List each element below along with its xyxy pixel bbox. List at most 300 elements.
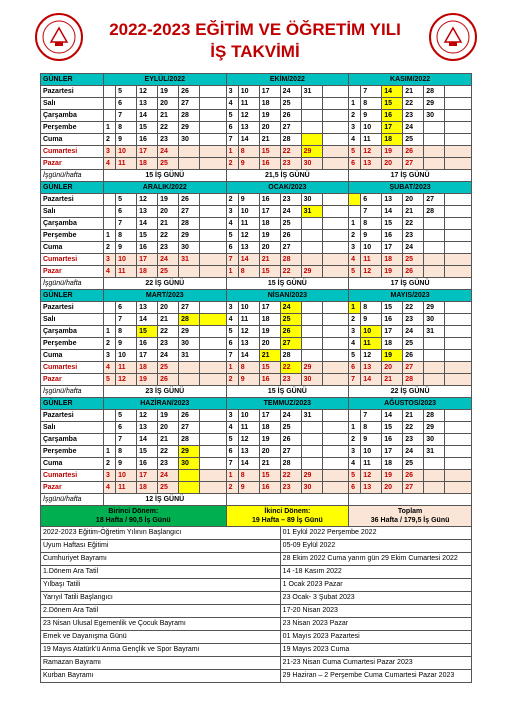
date-cell: 16 xyxy=(259,194,280,206)
date-cell: 13 xyxy=(137,302,158,314)
month-name: HAZİRAN/2023 xyxy=(103,398,226,410)
date-cell: 30 xyxy=(301,158,322,170)
date-cell: 18 xyxy=(259,218,280,230)
month-name: MART/2023 xyxy=(103,290,226,302)
event-date: 14 -18 Kasım 2022 xyxy=(280,566,471,579)
date-cell: 25 xyxy=(158,482,179,494)
date-cell: 24 xyxy=(403,242,424,254)
date-cell: 4 xyxy=(349,458,361,470)
date-cell xyxy=(179,266,200,278)
date-cell xyxy=(200,158,227,170)
date-cell: 30 xyxy=(301,374,322,386)
date-cell: 6 xyxy=(116,206,137,218)
date-cell: 1 xyxy=(226,362,238,374)
date-cell: 20 xyxy=(158,98,179,110)
date-cell: 18 xyxy=(137,266,158,278)
date-cell: 10 xyxy=(361,122,382,134)
date-cell: 16 xyxy=(382,110,403,122)
date-cell xyxy=(200,350,227,362)
date-cell xyxy=(301,254,322,266)
date-cell: 4 xyxy=(349,338,361,350)
date-cell: 6 xyxy=(116,422,137,434)
date-cell: 1 xyxy=(349,302,361,314)
event-date: 28 Ekim 2022 Cuma yarım gün 29 Ekim Cumartesi 2022 xyxy=(280,553,471,566)
date-cell: 9 xyxy=(238,482,259,494)
date-cell: 21 xyxy=(382,374,403,386)
date-cell: 8 xyxy=(116,446,137,458)
date-cell: 2 xyxy=(103,242,115,254)
event-row xyxy=(41,527,472,540)
date-cell: 31 xyxy=(301,410,322,422)
date-cell: 1 xyxy=(226,470,238,482)
day-row xyxy=(41,458,472,470)
date-cell: 9 xyxy=(116,458,137,470)
date-cell xyxy=(103,302,115,314)
date-cell: 16 xyxy=(259,374,280,386)
date-cell: 1 xyxy=(349,98,361,110)
date-cell: 29 xyxy=(424,302,445,314)
day-name: Çarşamba xyxy=(41,326,104,338)
date-cell: 30 xyxy=(179,242,200,254)
days-header: GÜNLER xyxy=(41,290,104,302)
date-cell: 18 xyxy=(382,254,403,266)
day-row xyxy=(41,110,472,122)
date-cell: 2 xyxy=(226,482,238,494)
date-cell: 17 xyxy=(382,446,403,458)
date-cell xyxy=(322,254,349,266)
date-cell xyxy=(424,122,445,134)
date-cell: 3 xyxy=(226,86,238,98)
event-row xyxy=(41,657,472,670)
date-cell xyxy=(200,362,227,374)
date-cell xyxy=(200,434,227,446)
date-cell: 13 xyxy=(238,338,259,350)
date-cell: 4 xyxy=(103,362,115,374)
date-cell: 2 xyxy=(226,374,238,386)
date-cell xyxy=(445,350,472,362)
date-cell xyxy=(424,458,445,470)
month-name: ARALIK/2022 xyxy=(103,182,226,194)
date-cell: 12 xyxy=(116,374,137,386)
date-cell: 14 xyxy=(137,218,158,230)
date-cell: 2 xyxy=(349,434,361,446)
date-cell: 6 xyxy=(361,194,382,206)
date-cell: 2 xyxy=(226,194,238,206)
date-cell: 23 xyxy=(403,314,424,326)
date-cell: 31 xyxy=(179,350,200,362)
day-row xyxy=(41,302,472,314)
date-cell xyxy=(445,254,472,266)
date-cell xyxy=(200,266,227,278)
date-cell: 7 xyxy=(226,458,238,470)
day-name: Cumartesi xyxy=(41,362,104,374)
date-cell: 7 xyxy=(116,314,137,326)
date-cell xyxy=(424,134,445,146)
date-cell: 26 xyxy=(280,434,301,446)
date-cell: 21 xyxy=(403,206,424,218)
date-cell xyxy=(200,110,227,122)
date-cell: 4 xyxy=(349,254,361,266)
date-cell: 22 xyxy=(403,98,424,110)
date-cell xyxy=(424,218,445,230)
date-cell: 3 xyxy=(349,242,361,254)
summary-row xyxy=(41,506,472,527)
date-cell: 4 xyxy=(103,482,115,494)
date-cell xyxy=(103,410,115,422)
date-cell: 28 xyxy=(179,314,200,326)
date-cell: 21 xyxy=(403,410,424,422)
date-cell xyxy=(301,434,322,446)
date-cell: 16 xyxy=(137,242,158,254)
calendar-table xyxy=(40,73,472,683)
month-name: OCAK/2023 xyxy=(226,182,349,194)
day-name: Pazartesi xyxy=(41,86,104,98)
workdays-total: 21,5 İŞ GÜNÜ xyxy=(226,170,349,182)
date-cell: 25 xyxy=(280,218,301,230)
date-cell xyxy=(424,470,445,482)
date-cell: 11 xyxy=(238,98,259,110)
month-header-row xyxy=(41,290,472,302)
workdays-total xyxy=(226,494,349,506)
date-cell: 5 xyxy=(116,194,137,206)
date-cell: 30 xyxy=(179,134,200,146)
workdays-total xyxy=(349,494,472,506)
date-cell: 16 xyxy=(137,134,158,146)
date-cell: 12 xyxy=(361,146,382,158)
date-cell xyxy=(424,482,445,494)
date-cell: 22 xyxy=(280,146,301,158)
date-cell: 14 xyxy=(361,374,382,386)
date-cell: 28 xyxy=(280,458,301,470)
date-cell: 27 xyxy=(424,194,445,206)
date-cell xyxy=(200,410,227,422)
date-cell: 14 xyxy=(382,410,403,422)
date-cell: 18 xyxy=(259,98,280,110)
date-cell: 31 xyxy=(424,326,445,338)
date-cell: 4 xyxy=(226,218,238,230)
date-cell xyxy=(445,362,472,374)
event-name: Uyum Haftası Eğitimi xyxy=(41,540,281,553)
date-cell xyxy=(200,326,227,338)
date-cell: 16 xyxy=(137,458,158,470)
date-cell: 17 xyxy=(137,470,158,482)
date-cell: 3 xyxy=(103,470,115,482)
date-cell: 20 xyxy=(158,422,179,434)
date-cell: 30 xyxy=(179,458,200,470)
date-cell xyxy=(200,206,227,218)
date-cell: 30 xyxy=(301,194,322,206)
day-row xyxy=(41,470,472,482)
date-cell xyxy=(445,242,472,254)
day-name: Pazartesi xyxy=(41,410,104,422)
date-cell: 20 xyxy=(259,338,280,350)
date-cell: 18 xyxy=(137,482,158,494)
date-cell xyxy=(200,338,227,350)
summary-second-value: 19 Hafta – 89 İş Günü xyxy=(251,517,323,524)
date-cell: 17 xyxy=(382,122,403,134)
date-cell: 23 xyxy=(158,242,179,254)
date-cell: 24 xyxy=(158,254,179,266)
date-cell xyxy=(200,422,227,434)
date-cell: 23 xyxy=(280,158,301,170)
date-cell: 29 xyxy=(424,98,445,110)
date-cell: 21 xyxy=(158,110,179,122)
date-cell: 20 xyxy=(259,122,280,134)
date-cell: 30 xyxy=(424,314,445,326)
day-row xyxy=(41,254,472,266)
date-cell xyxy=(322,86,349,98)
date-cell xyxy=(200,254,227,266)
date-cell: 25 xyxy=(158,158,179,170)
event-date: 01 Eylül 2022 Perşembe 2022 xyxy=(280,527,471,540)
workdays-label: İşgünü/hafta xyxy=(41,494,104,506)
date-cell: 18 xyxy=(137,158,158,170)
date-cell: 25 xyxy=(403,338,424,350)
date-cell: 21 xyxy=(158,314,179,326)
date-cell: 6 xyxy=(116,302,137,314)
date-cell: 29 xyxy=(301,470,322,482)
date-cell: 14 xyxy=(238,458,259,470)
date-cell: 15 xyxy=(259,362,280,374)
day-row xyxy=(41,266,472,278)
event-name: Cumhuriyet Bayramı xyxy=(41,553,281,566)
date-cell: 2 xyxy=(103,338,115,350)
date-cell xyxy=(322,242,349,254)
date-cell: 7 xyxy=(226,350,238,362)
date-cell: 29 xyxy=(179,122,200,134)
date-cell: 28 xyxy=(424,410,445,422)
day-row xyxy=(41,122,472,134)
date-cell: 10 xyxy=(116,146,137,158)
day-name: Cuma xyxy=(41,134,104,146)
date-cell xyxy=(445,134,472,146)
date-cell xyxy=(322,314,349,326)
day-name: Cuma xyxy=(41,458,104,470)
day-name: Cumartesi xyxy=(41,470,104,482)
date-cell xyxy=(322,146,349,158)
date-cell: 5 xyxy=(349,266,361,278)
date-cell: 25 xyxy=(158,362,179,374)
date-cell: 13 xyxy=(238,122,259,134)
date-cell: 2 xyxy=(349,314,361,326)
date-cell: 28 xyxy=(179,218,200,230)
event-row xyxy=(41,579,472,592)
date-cell: 1 xyxy=(103,230,115,242)
date-cell: 4 xyxy=(226,314,238,326)
date-cell xyxy=(424,338,445,350)
date-cell: 13 xyxy=(137,206,158,218)
date-cell: 19 xyxy=(137,374,158,386)
date-cell: 10 xyxy=(238,410,259,422)
date-cell: 3 xyxy=(226,206,238,218)
date-cell xyxy=(322,374,349,386)
date-cell: 17 xyxy=(137,254,158,266)
date-cell: 24 xyxy=(280,302,301,314)
event-date: 21-23 Nisan Cuma Cumartesi Pazar 2023 xyxy=(280,657,471,670)
date-cell xyxy=(445,122,472,134)
date-cell xyxy=(301,122,322,134)
date-cell xyxy=(445,302,472,314)
workdays-label: İşgünü/hafta xyxy=(41,386,104,398)
date-cell: 24 xyxy=(158,470,179,482)
date-cell xyxy=(200,194,227,206)
day-name: Pazar xyxy=(41,158,104,170)
date-cell xyxy=(103,434,115,446)
date-cell: 22 xyxy=(158,122,179,134)
date-cell xyxy=(103,110,115,122)
date-cell xyxy=(424,374,445,386)
date-cell: 11 xyxy=(238,314,259,326)
date-cell: 6 xyxy=(226,338,238,350)
date-cell: 7 xyxy=(116,218,137,230)
day-row xyxy=(41,350,472,362)
event-date: 23 Nisan 2023 Pazar xyxy=(280,618,471,631)
date-cell: 16 xyxy=(137,338,158,350)
workdays-total: 17 İŞ GÜNÜ xyxy=(349,170,472,182)
date-cell: 18 xyxy=(382,458,403,470)
date-cell: 24 xyxy=(403,122,424,134)
date-cell: 12 xyxy=(137,194,158,206)
date-cell: 20 xyxy=(382,482,403,494)
date-cell xyxy=(103,218,115,230)
day-row xyxy=(41,314,472,326)
date-cell: 10 xyxy=(361,326,382,338)
date-cell xyxy=(445,158,472,170)
date-cell: 7 xyxy=(226,254,238,266)
date-cell: 6 xyxy=(116,98,137,110)
date-cell: 29 xyxy=(301,362,322,374)
date-cell: 22 xyxy=(158,230,179,242)
date-cell: 26 xyxy=(280,230,301,242)
date-cell: 21 xyxy=(259,254,280,266)
ministry-seal-right xyxy=(428,12,478,62)
date-cell: 31 xyxy=(301,206,322,218)
date-cell: 13 xyxy=(361,362,382,374)
date-cell: 31 xyxy=(179,254,200,266)
days-header: GÜNLER xyxy=(41,398,104,410)
date-cell xyxy=(445,338,472,350)
day-name: Cuma xyxy=(41,242,104,254)
workdays-total: 15 İŞ GÜNÜ xyxy=(103,170,226,182)
date-cell: 2 xyxy=(103,458,115,470)
date-cell: 15 xyxy=(137,326,158,338)
date-cell xyxy=(322,98,349,110)
date-cell: 18 xyxy=(137,362,158,374)
date-cell: 29 xyxy=(179,446,200,458)
date-cell xyxy=(301,326,322,338)
date-cell: 27 xyxy=(179,422,200,434)
date-cell xyxy=(445,194,472,206)
summary-total xyxy=(349,506,472,527)
date-cell: 25 xyxy=(280,314,301,326)
date-cell xyxy=(445,86,472,98)
date-cell xyxy=(301,98,322,110)
date-cell: 5 xyxy=(116,86,137,98)
date-cell: 24 xyxy=(403,446,424,458)
date-cell xyxy=(301,338,322,350)
day-name: Pazar xyxy=(41,266,104,278)
date-cell: 25 xyxy=(403,458,424,470)
date-cell: 5 xyxy=(103,374,115,386)
date-cell: 5 xyxy=(349,470,361,482)
date-cell xyxy=(322,470,349,482)
day-name: Cumartesi xyxy=(41,146,104,158)
event-row xyxy=(41,553,472,566)
date-cell: 24 xyxy=(158,146,179,158)
date-cell: 31 xyxy=(424,446,445,458)
date-cell xyxy=(322,434,349,446)
date-cell xyxy=(103,206,115,218)
date-cell: 11 xyxy=(116,158,137,170)
date-cell: 1 xyxy=(226,146,238,158)
date-cell: 1 xyxy=(103,446,115,458)
date-cell: 8 xyxy=(361,98,382,110)
date-cell: 2 xyxy=(349,110,361,122)
day-row xyxy=(41,434,472,446)
date-cell xyxy=(424,146,445,158)
date-cell: 6 xyxy=(226,446,238,458)
date-cell: 28 xyxy=(179,110,200,122)
summary-first-title: Birinci Dönem: xyxy=(108,508,159,515)
date-cell: 22 xyxy=(280,470,301,482)
date-cell: 5 xyxy=(349,350,361,362)
date-cell: 26 xyxy=(403,470,424,482)
date-cell xyxy=(322,134,349,146)
event-row xyxy=(41,592,472,605)
workdays-row xyxy=(41,278,472,290)
day-name: Perşembe xyxy=(41,338,104,350)
date-cell: 10 xyxy=(238,206,259,218)
day-name: Pazartesi xyxy=(41,302,104,314)
days-header: GÜNLER xyxy=(41,74,104,86)
date-cell: 11 xyxy=(116,362,137,374)
date-cell: 26 xyxy=(179,86,200,98)
date-cell: 28 xyxy=(280,134,301,146)
date-cell: 24 xyxy=(158,350,179,362)
date-cell xyxy=(424,158,445,170)
date-cell: 12 xyxy=(137,410,158,422)
workdays-label: İşgünü/hafta xyxy=(41,170,104,182)
date-cell xyxy=(200,146,227,158)
date-cell: 8 xyxy=(361,218,382,230)
date-cell: 29 xyxy=(179,230,200,242)
date-cell: 29 xyxy=(301,146,322,158)
event-row xyxy=(41,540,472,553)
date-cell: 31 xyxy=(301,86,322,98)
date-cell: 23 xyxy=(403,230,424,242)
date-cell: 29 xyxy=(424,422,445,434)
date-cell: 12 xyxy=(137,86,158,98)
workdays-total: 17 İŞ GÜNÜ xyxy=(349,278,472,290)
date-cell: 3 xyxy=(103,146,115,158)
date-cell: 20 xyxy=(259,242,280,254)
date-cell: 20 xyxy=(158,206,179,218)
month-name: KASIM/2022 xyxy=(349,74,472,86)
event-date: 23 Ocak- 3 Şubat 2023 xyxy=(280,592,471,605)
date-cell xyxy=(179,470,200,482)
date-cell: 8 xyxy=(238,266,259,278)
event-name: 19 Mayıs Atatürk'ü Anma Gençlik ve Spor Bayramı xyxy=(41,644,281,657)
day-row xyxy=(41,218,472,230)
workdays-total: 12 İŞ GÜNÜ xyxy=(103,494,226,506)
month-name: NİSAN/2023 xyxy=(226,290,349,302)
date-cell: 11 xyxy=(361,254,382,266)
day-row xyxy=(41,134,472,146)
day-row xyxy=(41,206,472,218)
date-cell: 4 xyxy=(103,158,115,170)
date-cell: 9 xyxy=(361,110,382,122)
month-name: EYLÜL/2022 xyxy=(103,74,226,86)
